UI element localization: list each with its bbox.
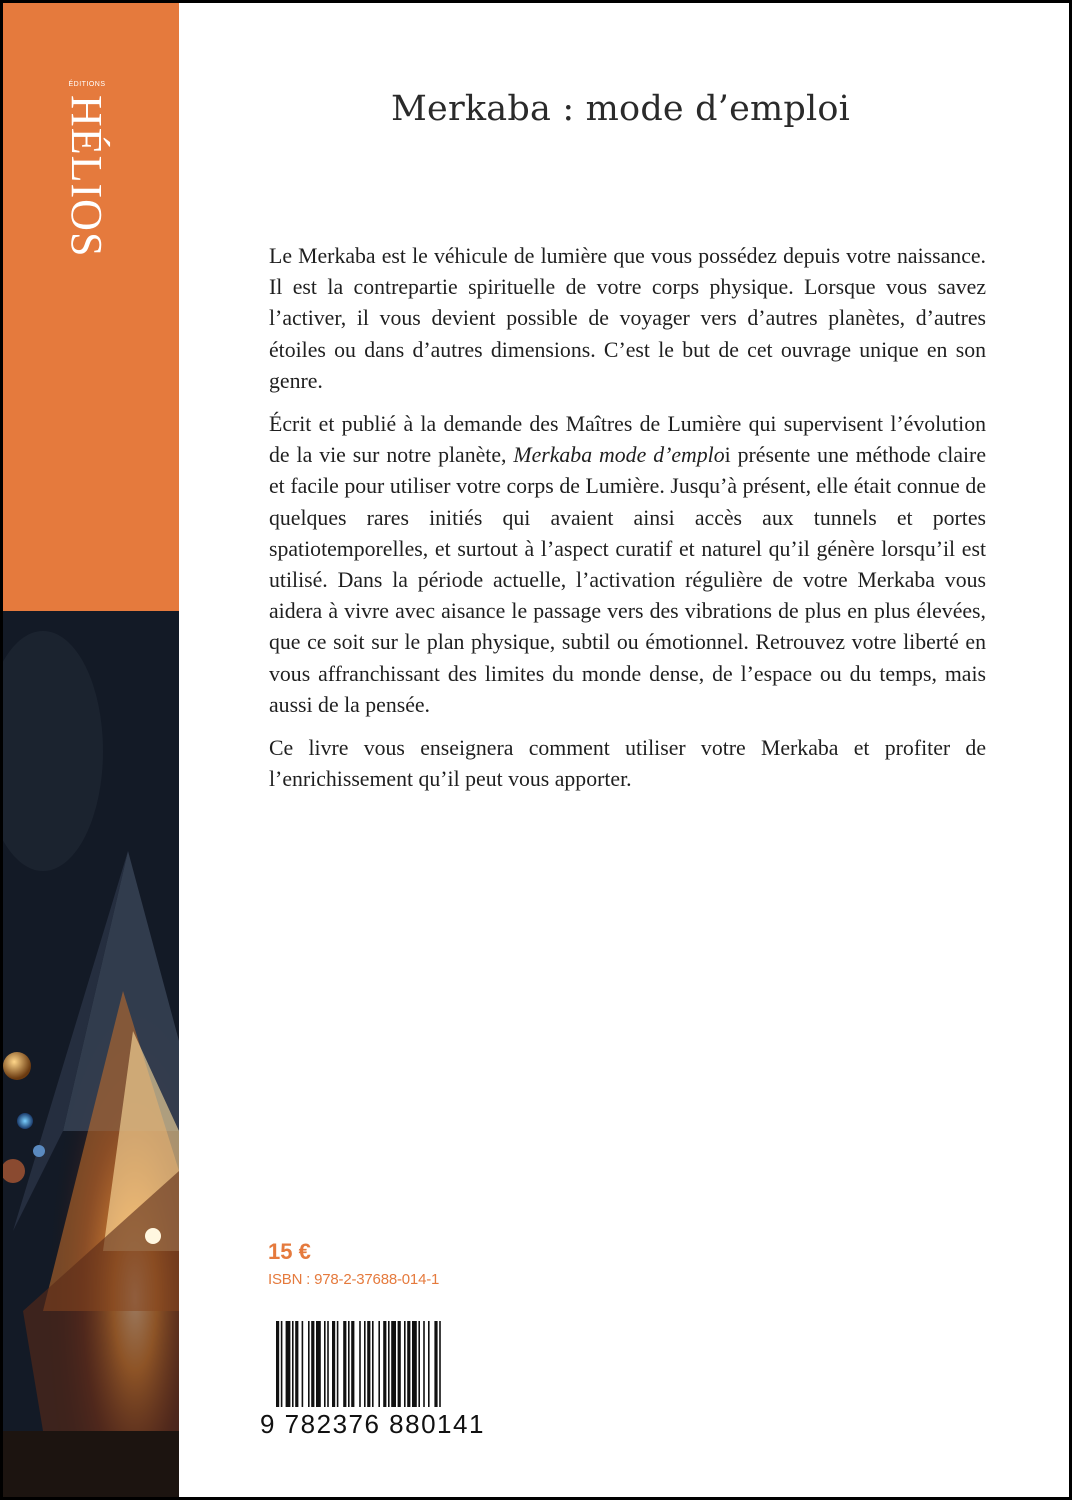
barcode-digits: 9 782376 880141 [260,1409,485,1439]
paragraph-2-italic-title: Merkaba mode d’emplo [513,443,725,468]
barcode-bars-icon [276,1321,500,1407]
paragraph-2-end: i présente une méthode claire et facile pour utiliser votre corps de Lumière. Jusqu’à présent, elle était connue de quelques rares initiés qui avaient ainsi accès aux tunnels et portes spatiotemporelles, et surtout à l’aspect curatif et naturel qu’il génère lorsqu’il est utilisé. Dans la période actuelle, l’activation régulière de votre Merkaba vous aidera à vivre avec aisance le passage vers des vibrations de plus en plus élevées, que ce soit sur le plan physique, subtil ou émotionnel. Retrouvez votre liberté en vous affranchissant des limites du monde dense, de l’espace ou du temps, mais aussi de la pensée. [269,443,986,717]
blurb-paragraph-3: Ce livre vous enseignera comment utiliser votre Merkaba et profiter de l’enrichissement qu’il peut vous apporter. [269,736,986,792]
sidebar-strip [3,3,179,1497]
isbn: ISBN : 978-2-37688-014-1 [268,1271,440,1288]
cover-artwork [3,611,179,1497]
blurb [269,241,986,807]
price: 15 € [268,1239,311,1264]
merkaba-art-icon [3,611,179,1497]
book-title: Merkaba : mode d’emploi [391,89,851,129]
logo-word: HÉLIOS [62,95,111,258]
barcode [260,1321,508,1449]
blurb-paragraph-1: Le Merkaba est le véhicule de lumière que vous possédez depuis votre naissance. Il est la contrepartie spirituelle de votre corps physique. Lorsque vous savez l’activer, il vous devient possible de voyager vers d’autres planètes, d’autres étoiles ou dans d’autres dimensions. C’est le but de cet ouvrage unique en son genre. [269,244,986,393]
book-back-cover [3,3,1069,1497]
logo-small-text: ÉDITIONS [68,81,106,88]
blurb-paragraph-2 [269,409,986,721]
paragraph-2-start: Écrit et publié à la demande des Maîtres de Lumière qui supervisent l’évolution de la vie sur notre planète, [269,412,986,468]
publisher-logo [58,81,118,311]
